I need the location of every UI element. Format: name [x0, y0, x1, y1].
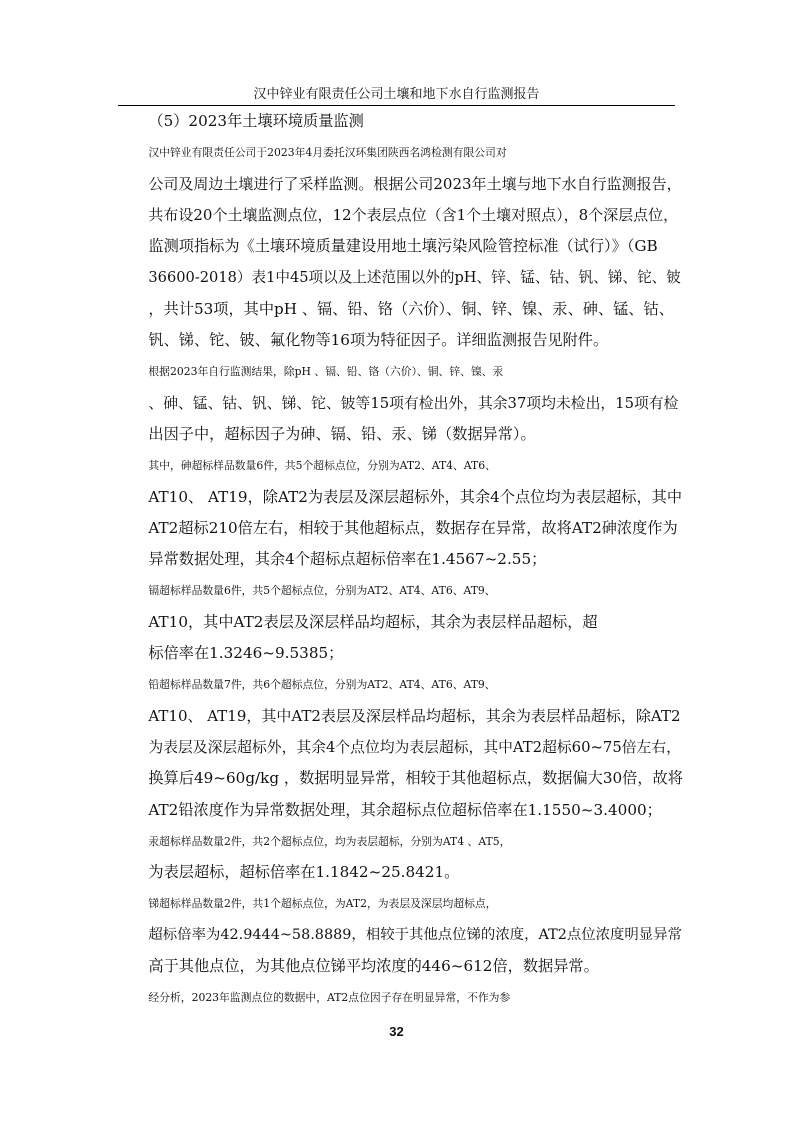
paragraph-line: 根据2023年自行监测结果，除pH 、镉、铅、铬（六价）、铜、锌、镍、汞: [148, 365, 504, 379]
paragraph-line: 铅超标样品数量7件，共6个超标点位，分别为AT2、AT4、AT6、AT9、: [148, 678, 496, 692]
paragraph-line: 钒、锑、铊、铍、氟化物等16项为特征因子。详细监测报告见附件。: [148, 331, 609, 350]
paragraph-line: 其中，砷超标样品数量6件，共5个超标点位，分别为AT2、AT4、AT6、: [148, 459, 496, 473]
paragraph-line: 镉超标样品数量6件，共5个超标点位，分别为AT2、AT4、AT6、AT9、: [148, 584, 496, 598]
paragraph-line: 、砷、锰、钴、钒、锑、铊、铍等15项有检出外，其余37项均未检出，15项有检: [148, 394, 679, 412]
paragraph-line: 36600-2018）表1中45项以及上述范围以外的pH、锌、锰、钴、钒、锑、铊、铍: [148, 269, 681, 287]
paragraph-line: 为表层超标，超标倍率在1.1842~25.8421。: [148, 863, 460, 882]
paragraph-line: 公司及周边土壤进行了采样监测。根据公司2023年土壤与地下水自行监测报告，: [148, 174, 682, 193]
paragraph-line: 超标倍率为42.9444~58.8889，相较于其他点位锑的浓度，AT2点位浓度明显异常: [148, 926, 682, 943]
paragraph-line: AT10，其中AT2表层及深层样品均超标，其余为表层样品超标，超: [148, 612, 598, 631]
paragraph-line: 汉中锌业有限责任公司于2023年4月委托汉环集团陕西名鸿检测有限公司对: [148, 146, 507, 160]
paragraph-line: 锑超标样品数量2件，共1个超标点位，为AT2，为表层及深层均超标点，: [148, 897, 497, 911]
paragraph-line: AT2铅浓度作为异常数据处理，其余超标点位超标倍率在1.1550~3.4000；: [148, 800, 662, 819]
body-paragraph: [118, 669, 683, 825]
body-paragraph: [118, 888, 683, 982]
body-paragraph: [118, 356, 683, 450]
paragraph-line: 标倍率在1.3246~9.5385；: [148, 644, 344, 663]
paragraph-line: AT2超标210倍左右，相较于其他超标点，数据存在异常，故将AT2砷浓度作为: [148, 518, 678, 537]
paragraph-line: 经分析，2023年监测点位的数据中，AT2点位因子存在明显异常，不作为参: [148, 991, 511, 1005]
body-paragraph: [118, 982, 683, 1013]
body-paragraph: [118, 826, 683, 889]
body-paragraph: [118, 450, 683, 575]
paragraph-line: 汞超标样品数量2件，共2个超标点位，均为表层超标，分别为AT4 、AT5，: [148, 834, 511, 848]
paragraph-list: [118, 137, 683, 1013]
paragraph-line: 异常数据处理，其余4个超标点超标倍率在1.4567~2.55；: [148, 550, 547, 569]
paragraph-line: 出因子中，超标因子为砷、镉、铅、汞、锑（数据异常）。: [148, 424, 536, 443]
report-body: [118, 106, 683, 1014]
page-header: 汉中锌业有限责任公司土壤和地下水自行监测报告: [253, 87, 540, 102]
page-number: 32: [389, 1024, 404, 1039]
body-paragraph: [118, 575, 683, 669]
paragraph-line: 高于其他点位，为其他点位锑平均浓度的446~612倍，数据异常。: [148, 957, 599, 976]
paragraph-line: ，共计53项，其中pH 、镉、铅、铬（六价）、铜、锌、镍、汞、砷、锰、钴、: [148, 299, 674, 318]
paragraph-line: 为表层及深层超标外，其余4个点位均为表层超标，其中AT2超标60~75倍左右，: [148, 738, 681, 756]
paragraph-line: AT10、 AT19，其中AT2表层及深层样品均超标，其余为表层样品超标，除AT2: [148, 706, 681, 725]
paragraph-line: 共布设20个土壤监测点位，12个表层点位（含1个土壤对照点），8个深层点位，: [148, 205, 679, 224]
body-paragraph: [118, 137, 683, 356]
paragraph-line: AT10、 AT19，除AT2为表层及深层超标外，其余4个点位均为表层超标，其中: [148, 487, 683, 506]
paragraph-line: 换算后49~60g/kg ，数据明显异常，相较于其他超标点，数据偏大30倍，故将: [148, 769, 683, 788]
section-heading: （5）2023年土壤环境质量监测: [148, 112, 364, 130]
paragraph-line: 监测项指标为《土壤环境质量建设用地土壤污染风险管控标准（试行）》（GB: [148, 237, 658, 256]
